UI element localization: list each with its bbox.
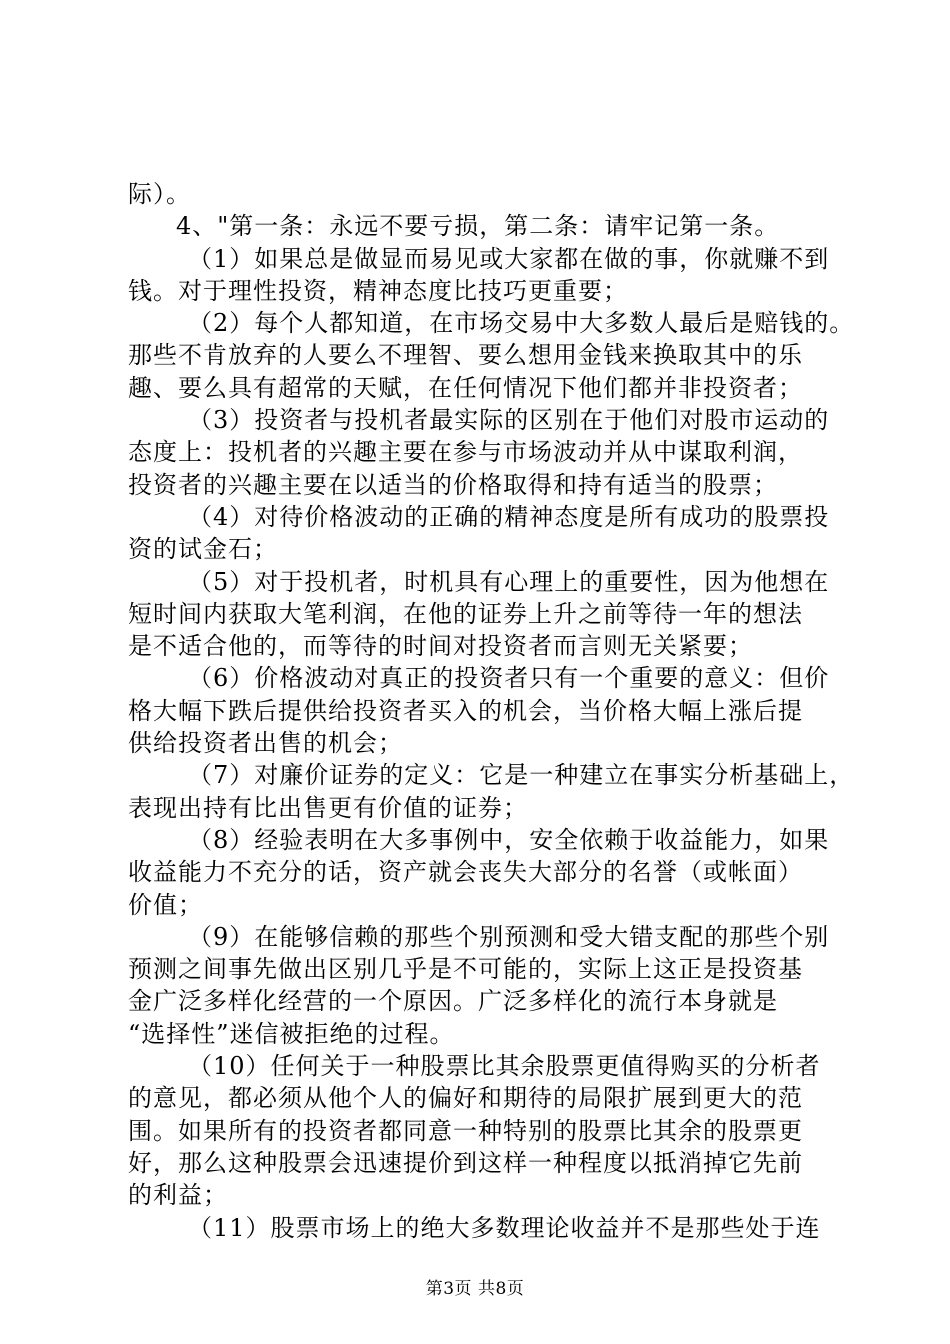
text-line: 表现出持有比出售更有价值的证券； bbox=[128, 793, 528, 822]
text-line: 格大幅下跌后提供给投资者买入的机会，当价格大幅上涨后提 bbox=[128, 696, 803, 725]
text-line: 价值； bbox=[128, 890, 203, 919]
text-line: 4、"第一条：永远不要亏损，第二条：请牢记第一条。 bbox=[176, 212, 780, 241]
text-line: 那些不肯放弃的人要么不理智、要么想用金钱来换取其中的乐 bbox=[128, 341, 803, 370]
text-line: 钱。对于理性投资，精神态度比技巧更重要； bbox=[128, 276, 628, 305]
text-line: 态度上：投机者的兴趣主要在参与市场波动并从中谋取利润， bbox=[128, 438, 803, 467]
text-line: （9）在能够信赖的那些个别预测和受大错支配的那些个别 bbox=[188, 922, 830, 951]
text-line: 际）。 bbox=[128, 180, 191, 208]
text-line: （7）对廉价证券的定义：它是一种建立在事实分析基础上， bbox=[188, 761, 855, 790]
document-body bbox=[128, 178, 855, 1244]
text-line: 是不适合他的，而等待的时间对投资者而言则无关紧要； bbox=[128, 632, 753, 661]
text-line: “选择性”迷信被拒绝的过程。 bbox=[128, 1019, 455, 1048]
page-number-label: 第3页 共8页 bbox=[425, 1279, 525, 1299]
text-line: 资的试金石； bbox=[128, 535, 278, 564]
text-line: 短时间内获取大笔利润，在他的证券上升之前等待一年的想法 bbox=[128, 599, 803, 628]
page-footer bbox=[0, 1274, 950, 1299]
text-line: 趣、要么具有超常的天赋，在任何情况下他们都并非投资者； bbox=[128, 373, 803, 402]
text-line: （11）股票市场上的绝大多数理论收益并不是那些处于连 bbox=[188, 1213, 821, 1242]
text-line: 供给投资者出售的机会； bbox=[128, 729, 403, 758]
text-line: （3）投资者与投机者最实际的区别在于他们对股市运动的 bbox=[188, 406, 830, 435]
text-line: 的意见，都必须从他个人的偏好和期待的局限扩展到更大的范 bbox=[128, 1084, 803, 1113]
text-line: 收益能力不充分的话，资产就会丧失大部分的名誉（或帐面） bbox=[128, 858, 803, 887]
text-line: 预测之间事先做出区别几乎是不可能的，实际上这正是投资基 bbox=[128, 955, 803, 984]
text-line: （10）任何关于一种股票比其余股票更值得购买的分析者 bbox=[188, 1052, 821, 1081]
text-line: （1）如果总是做显而易见或大家都在做的事，你就赚不到 bbox=[188, 244, 830, 273]
text-line: （4）对待价格波动的正确的精神态度是所有成功的股票投 bbox=[188, 502, 830, 531]
text-line: 金广泛多样化经营的一个原因。广泛多样化的流行本身就是 bbox=[128, 987, 778, 1016]
text-line: 投资者的兴趣主要在以适当的价格取得和持有适当的股票； bbox=[128, 470, 778, 499]
text-line: （5）对于投机者，时机具有心理上的重要性，因为他想在 bbox=[188, 567, 830, 596]
text-line: （6）价格波动对真正的投资者只有一个重要的意义：但价 bbox=[188, 664, 830, 693]
text-line: （8）经验表明在大多事例中，安全依赖于收益能力，如果 bbox=[188, 825, 830, 854]
text-line: （2）每个人都知道，在市场交易中大多数人最后是赔钱的。 bbox=[188, 309, 855, 338]
text-line: 围。如果所有的投资者都同意一种特别的股票比其余的股票更 bbox=[128, 1116, 803, 1145]
text-line: 的利益； bbox=[128, 1181, 228, 1210]
text-line: 好，那么这种股票会迅速提价到这样一种程度以抵消掉它先前 bbox=[128, 1148, 803, 1177]
